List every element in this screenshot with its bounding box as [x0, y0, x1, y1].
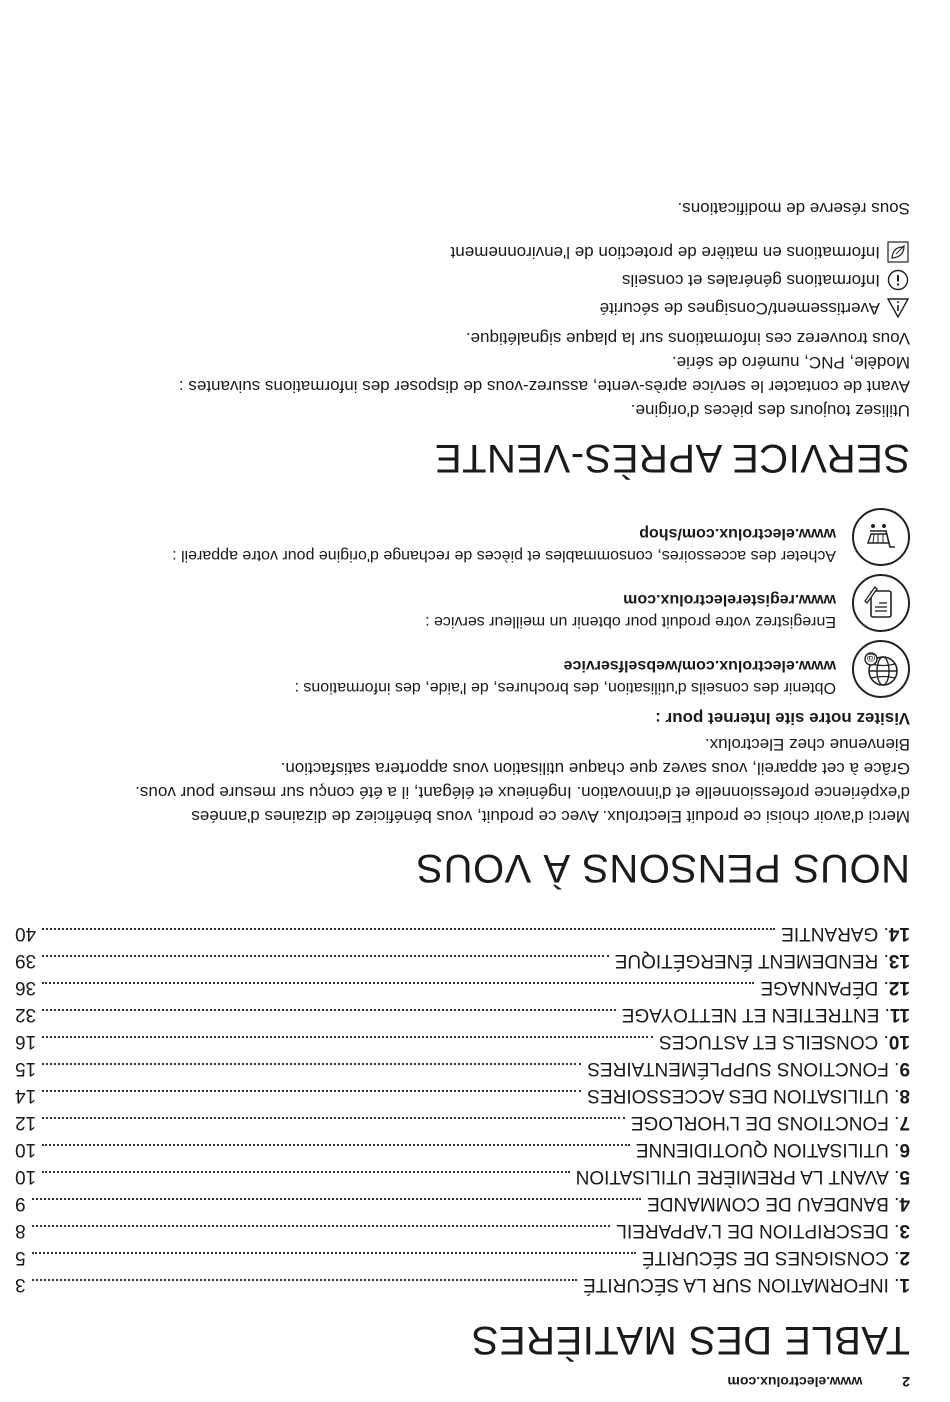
intro-paragraph: Merci d'avoir choisi ce produit Electrolux. Avec ce produit, vous bénéficiez de dizaines d'années d'expérience professionnelle et d'innovation. Ingénieux et élégant, il a été conçu sur mesure pour vous. Grâce à cet appareil, vous savez que chaque utilisation vous apportera satisfaction.	[135, 759, 910, 826]
toc-page-number: 32	[15, 1004, 37, 1025]
toc-entry-title: AVANT LA PREMIÈRE UTILISATION	[575, 1166, 889, 1187]
modification-notice: Sous réserve de modifications.	[677, 199, 910, 218]
toc-entry[interactable]	[15, 1244, 910, 1271]
toc-leader	[42, 928, 775, 930]
table-of-contents	[15, 920, 910, 1298]
toc-entry-title: UTILISATION QUOTIDIENNE	[635, 1139, 889, 1160]
toc-number: 6	[899, 1139, 910, 1160]
toc-leader	[32, 1198, 642, 1200]
toc-separator: .	[888, 1274, 900, 1295]
toc-separator: .	[888, 1166, 900, 1187]
site-url[interactable]: www.electrolux.com	[727, 1374, 863, 1390]
toc-number: 8	[899, 1085, 910, 1106]
toc-page-number: 5	[15, 1247, 26, 1268]
toc-entry[interactable]	[15, 1109, 910, 1136]
service-section	[15, 196, 910, 480]
toc-entry[interactable]	[15, 947, 910, 974]
toc-separator: .	[888, 1220, 900, 1241]
page-number: 2	[902, 1374, 910, 1390]
toc-entry-title: FONCTIONS DE L'HORLOGE	[630, 1112, 889, 1133]
link-row-register	[15, 574, 910, 632]
welcome-text: Bienvenue chez Electrolux.	[704, 735, 910, 754]
toc-page-number: 3	[15, 1274, 26, 1295]
toc-number: 5	[899, 1166, 910, 1187]
info-icon	[886, 268, 910, 292]
toc-leader	[42, 1036, 653, 1038]
toc-entry-title: CONSIGNES DE SÉCURITÉ	[641, 1247, 889, 1268]
toc-leader	[42, 1090, 581, 1092]
toc-separator: .	[888, 1139, 900, 1160]
toc-number: 4	[899, 1193, 910, 1214]
toc-page-number: 14	[15, 1085, 37, 1106]
environment-leaf-icon	[886, 240, 910, 264]
toc-number: 2	[899, 1247, 910, 1268]
toc-separator: .	[888, 1247, 900, 1268]
toc-number: 14	[888, 923, 910, 944]
legend-item	[15, 266, 910, 294]
symbol-legend	[15, 238, 910, 322]
toc-leader	[42, 1063, 581, 1065]
warning-icon	[886, 296, 910, 320]
toc-entry[interactable]	[15, 1163, 910, 1190]
toc-entry-title: GARANTIE	[781, 923, 879, 944]
legend-label: Informations en matière de protection de l'environnement	[450, 243, 880, 262]
toc-page-number: 16	[15, 1031, 37, 1052]
toc-page-number: 39	[15, 950, 37, 971]
toc-entry[interactable]	[15, 1055, 910, 1082]
toc-entry[interactable]	[15, 1190, 910, 1217]
toc-separator: .	[878, 950, 889, 971]
toc-page-number: 36	[15, 977, 37, 998]
toc-page-number: 10	[15, 1166, 37, 1187]
toc-entry[interactable]	[15, 1136, 910, 1163]
toc-entry[interactable]	[15, 1028, 910, 1055]
page-content	[15, 196, 910, 1362]
link-description: Obtenir des conseils d'utilisation, des brochures, de l'aide, des informations :	[294, 679, 836, 696]
toc-entry-title: ENTRETIEN ET NETTOYAGE	[621, 1004, 880, 1025]
svg-text:@: @	[866, 652, 876, 663]
toc-page-number: 15	[15, 1058, 37, 1079]
toc-leader	[32, 1279, 577, 1281]
link-row-webselfservice	[15, 640, 910, 698]
toc-entry[interactable]	[15, 974, 910, 1001]
toc-page-number: 8	[15, 1220, 26, 1241]
toc-entry[interactable]	[15, 1271, 910, 1298]
toc-number: 1	[899, 1274, 910, 1295]
toc-entry-title: CONSEILS ET ASTUCES	[659, 1031, 879, 1052]
toc-separator: .	[878, 923, 889, 944]
toc-entry[interactable]	[15, 1082, 910, 1109]
toc-separator: .	[888, 1193, 900, 1214]
thinking-title: NOUS PENSONS À VOUS	[415, 846, 910, 890]
toc-entry-title: FONCTIONS SUPPLÉMENTAIRES	[587, 1058, 889, 1079]
toc-number: 9	[899, 1058, 910, 1079]
toc-entry-title: UTILISATION DES ACCESSOIRES	[587, 1085, 889, 1106]
webselfservice-link[interactable]: www.electrolux.com/webselfservice	[563, 657, 836, 674]
toc-entry[interactable]	[15, 920, 910, 947]
toc-page-number: 10	[15, 1139, 37, 1160]
legend-label: Avertissement/Consignes de sécurité	[599, 299, 880, 318]
shop-link[interactable]: www.electrolux.com/shop	[639, 525, 836, 542]
toc-number: 11	[889, 1004, 910, 1025]
register-link[interactable]: www.registerelectrolux.com	[623, 591, 836, 608]
toc-leader	[42, 982, 754, 984]
toc-leader	[32, 1225, 611, 1227]
toc-page-number: 9	[15, 1193, 26, 1214]
toc-entry[interactable]	[15, 1001, 910, 1028]
toc-number: 7	[899, 1112, 910, 1133]
toc-number: 10	[888, 1031, 910, 1052]
toc-entry-title: DÉPANNAGE	[760, 977, 879, 998]
toc-leader	[42, 1171, 569, 1173]
toc-separator: .	[879, 1004, 890, 1025]
toc-separator: .	[888, 1112, 900, 1133]
toc-leader	[42, 955, 609, 957]
toc-separator: .	[888, 1085, 900, 1106]
toc-leader	[42, 1117, 625, 1119]
toc-entry-title: INFORMATION SUR LA SÉCURITÉ	[583, 1274, 889, 1295]
toc-entry[interactable]	[15, 1217, 910, 1244]
globe-icon	[852, 640, 910, 698]
toc-page-number: 40	[15, 923, 37, 944]
register-icon	[852, 574, 910, 632]
link-description: Enregistrez votre produit pour obtenir un meilleur service :	[425, 613, 836, 630]
link-description: Acheter des accessoires, consommables et pièces de rechange d'origine pour votre appareil :	[172, 547, 836, 564]
legend-item	[15, 238, 910, 266]
toc-leader	[42, 1144, 630, 1146]
service-paragraph-3: Vous trouverez ces informations sur la plaque signalétique.	[465, 329, 910, 348]
shop-cart-icon	[852, 508, 910, 566]
toc-leader	[32, 1252, 636, 1254]
visit-heading: Visitez notre site Internet pour :	[655, 709, 910, 728]
legend-item	[15, 294, 910, 322]
thinking-section	[15, 508, 910, 890]
link-row-shop	[15, 508, 910, 566]
page-header	[727, 1374, 910, 1390]
toc-separator: .	[878, 1031, 889, 1052]
toc-entry-title: RENDEMENT ÉNERGÉTIQUE	[614, 950, 879, 971]
toc-title: TABLE DES MATIÈRES	[471, 1318, 910, 1362]
toc-page-number: 12	[15, 1112, 37, 1133]
toc-number: 13	[888, 950, 910, 971]
toc-number: 3	[899, 1220, 910, 1241]
service-title: SERVICE APRÈS-VENTE	[434, 436, 910, 480]
service-paragraph-2: Avant de contacter le service après-vente, assurez-vous de disposer des informations suivantes : Modèle, PNC, numéro de série.	[178, 353, 910, 396]
toc-leader	[42, 1009, 616, 1011]
toc-number: 12	[888, 977, 910, 998]
toc-separator: .	[888, 1058, 900, 1079]
toc-entry-title: DESCRIPTION DE L'APPAREIL	[616, 1220, 889, 1241]
legend-label: Informations générales et conseils	[622, 271, 880, 290]
service-paragraph-1: Utilisez toujours des pièces d'origine.	[630, 401, 910, 420]
toc-entry-title: BANDEAU DE COMMANDE	[647, 1193, 889, 1214]
toc-separator: .	[878, 977, 889, 998]
